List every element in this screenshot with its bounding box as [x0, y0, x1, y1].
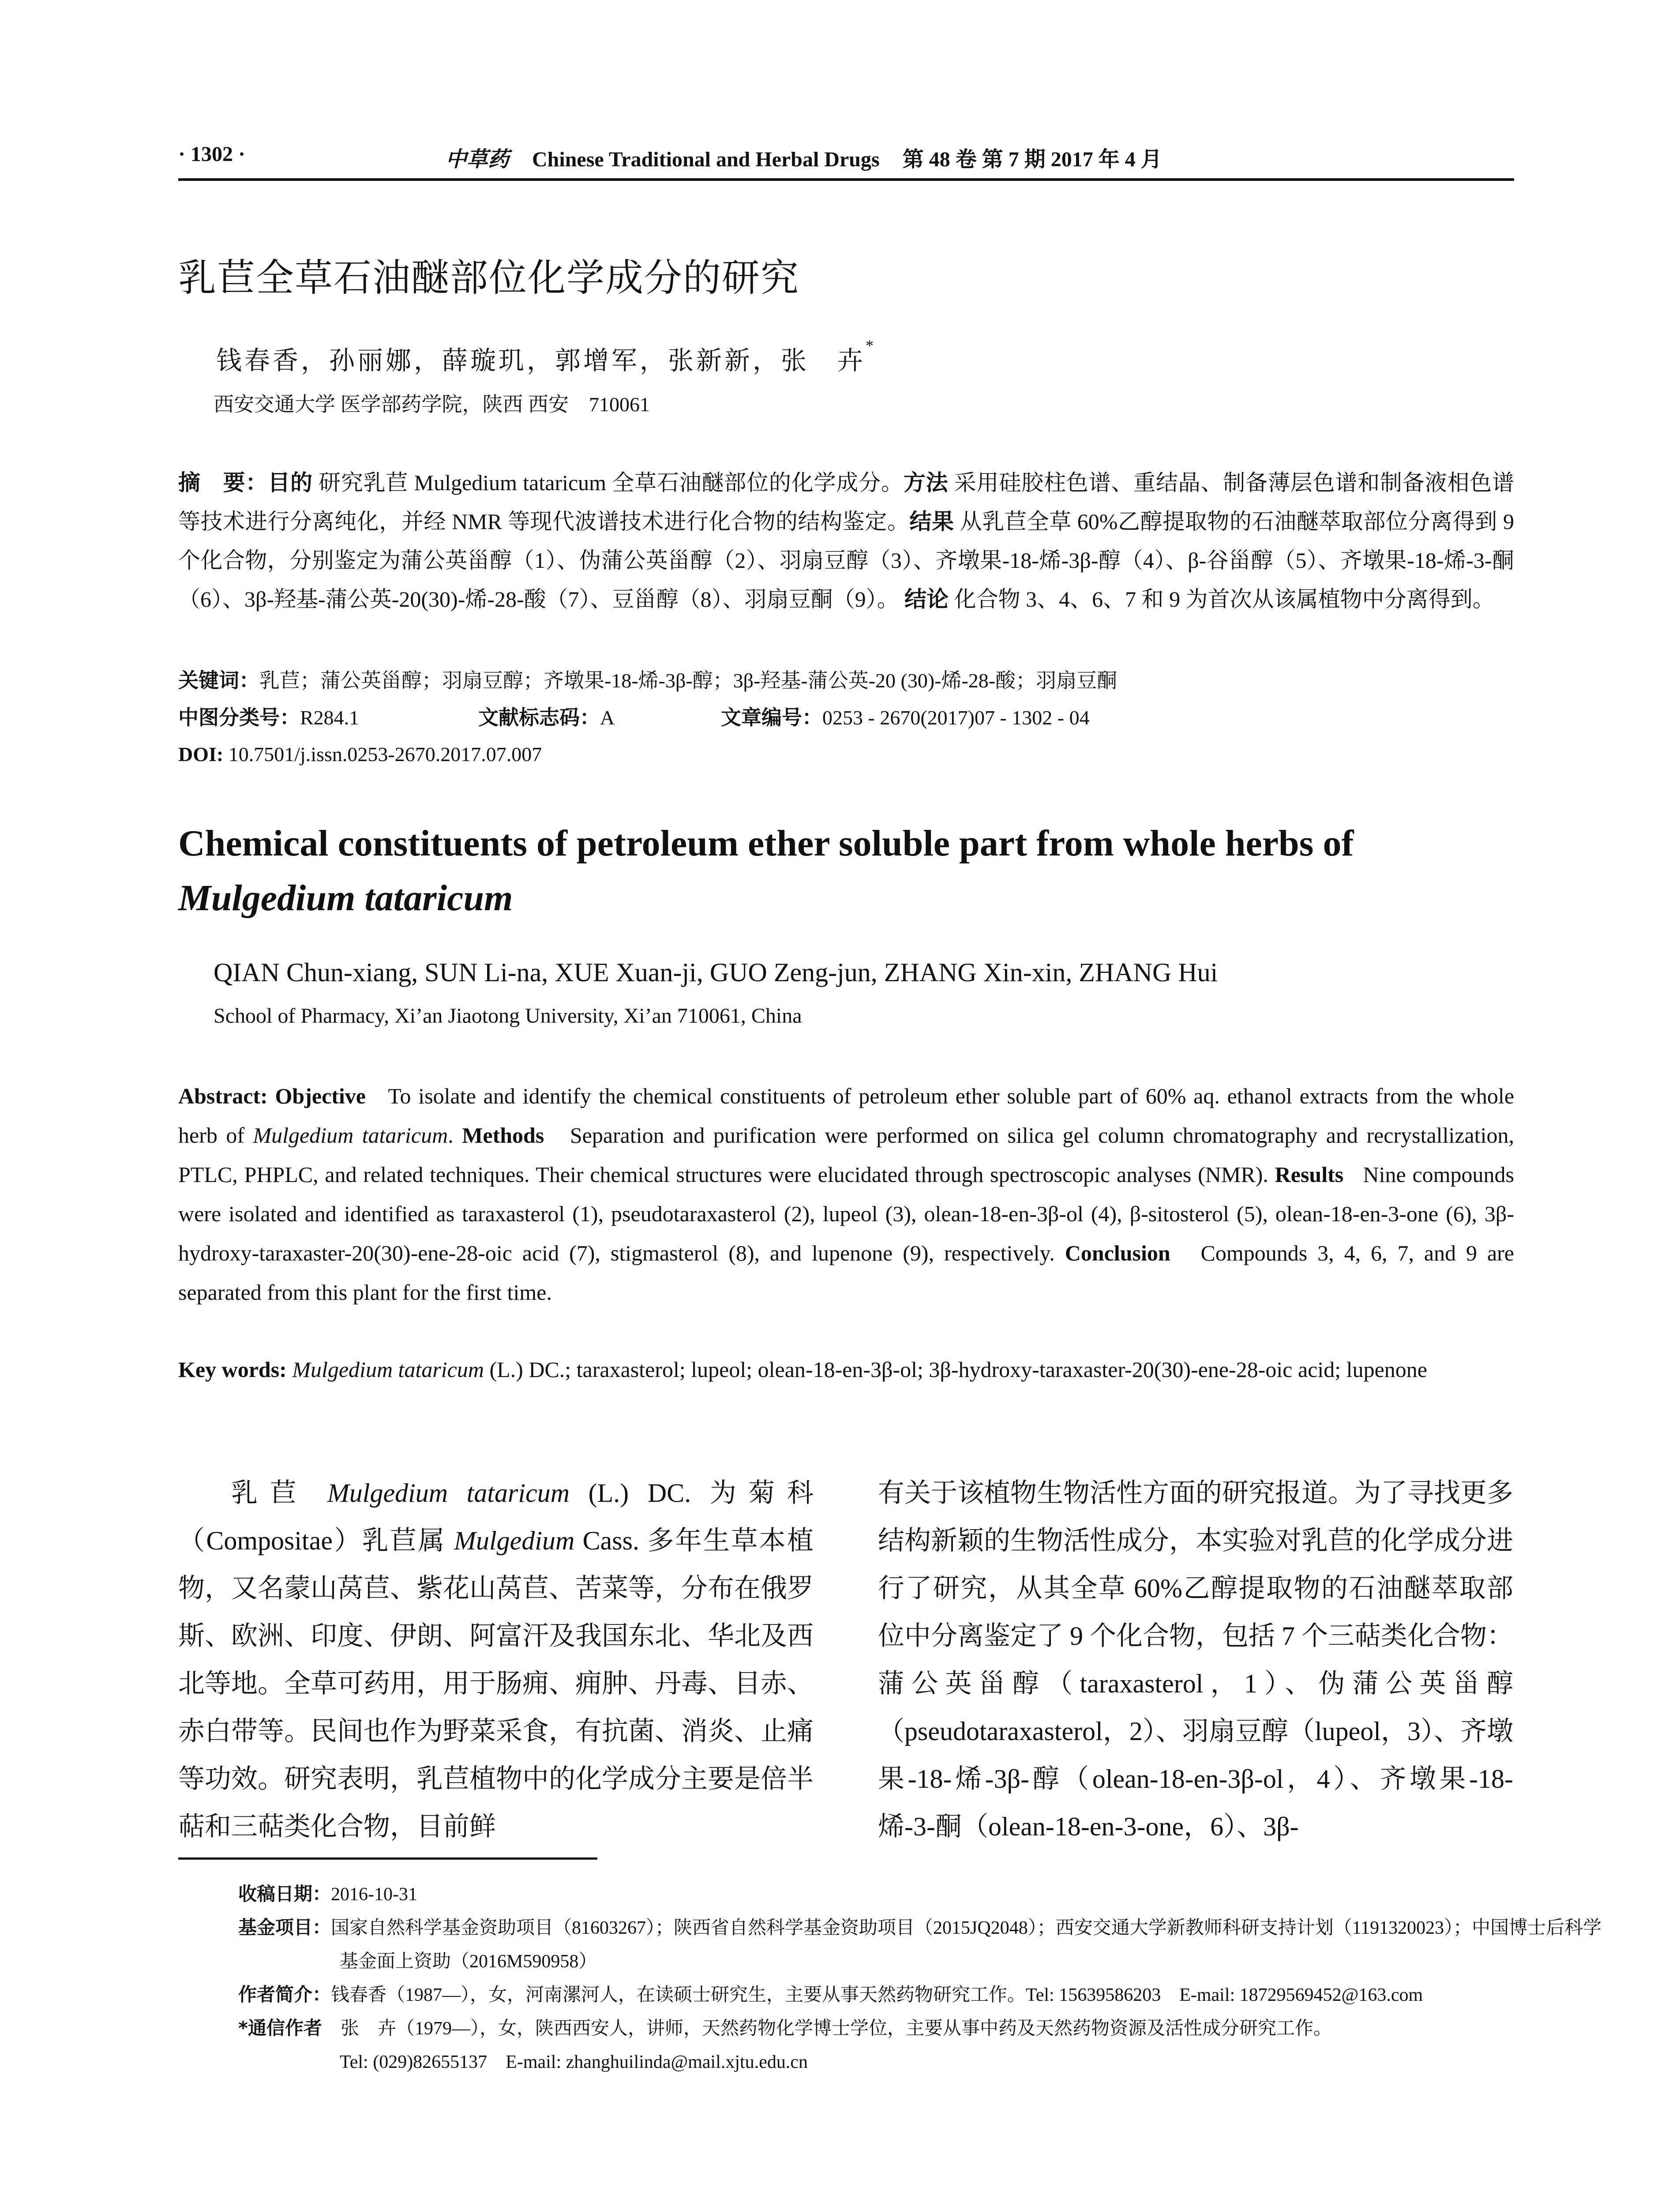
- en-title-text: Chemical constituents of petroleum ether soluble part from whole herbs of: [178, 823, 1354, 864]
- received-label: 收稿日期：: [238, 1883, 331, 1905]
- cn-objective: 研究乳苣 Mulgedium tataricum 全草石油醚部位的化学成分。: [319, 470, 904, 495]
- en-abstract-label: Abstract:: [178, 1084, 268, 1108]
- en-title-species: Mulgedium tataricum: [178, 878, 513, 919]
- article-no-value: 0253 - 2670(2017)07 - 1302 - 04: [822, 706, 1090, 729]
- doi-label: DOI:: [178, 743, 224, 765]
- doi: [178, 736, 1514, 773]
- journal-issue: 第 48 卷 第 7 期 2017 年 4 月: [902, 148, 1162, 171]
- en-methods: Separation and purification were performed on silica gel column chromatography and recrystallization, PTLC, PHPLC, and related techniques. Their chemical structures were elucidated through spectroscopic analyses (NMR).: [178, 1123, 1515, 1187]
- en-keywords-label: Key words:: [178, 1357, 287, 1382]
- doc-code-label: 文献标志码：: [478, 705, 600, 729]
- en-objective: To isolate and identify the chemical constituents of petroleum ether soluble part of 60% aq. ethanol extracts from the whole herb of: [178, 1084, 1515, 1148]
- cn-conclusion-label: 结论: [904, 586, 949, 612]
- cn-conclusion: 化合物 3、4、6、7 和 9 为首次从该属植物中分离得到。: [954, 587, 1495, 612]
- body-left-2: (L.) DC. 为菊科（Compositae）乳苣属: [178, 1478, 814, 1555]
- body-left-1: 乳苣: [231, 1478, 309, 1508]
- en-abstract: Abstract: Objective To isolate and identify the chemical constituents of petroleum ether soluble part of 60% aq. ethanol extracts from the whole herb of Mulgedium tataricum. Methods Separation and purification were performed on silica gel column chromatography and recrystallization, PTLC, PHPLC, and related techniques. Their chemical structures were elucidated through spectroscopic analyses (NMR). Results Nine compounds were isolated and identified as taraxasterol (1), pseudotaraxasterol (2), lupeol (3), olean-18-en-3β-ol (4), β-sitosterol (5), olean-18-en-3-one (6), 3β-hydroxy-taraxaster-20(30)-ene-28-oic acid (7), stigmasterol (8), and lupenone (9), respectively. Conclusion Compounds 3, 4, 6, 7, and 9 are separated from this plant for the first time.: [178, 1084, 1515, 1305]
- cn-keywords: [178, 662, 1514, 699]
- header-rule: [178, 178, 1514, 181]
- footnote-author: [238, 1978, 1514, 2012]
- en-objective-label: Objective: [275, 1084, 366, 1108]
- cn-classification: [178, 699, 1514, 736]
- en-conclusion: Compounds 3, 4, 6, 7, and 9 are separated from this plant for the first time.: [178, 1241, 1514, 1305]
- en-title: [178, 816, 1514, 926]
- author-bio: 钱春香（1987—），女，河南漯河人，在读硕士研究生，主要从事天然药物研究工作。Tel: 15639586203 E-mail: 18729569452@163.com: [331, 1985, 1423, 2005]
- en-conclusion-label: Conclusion: [1065, 1241, 1170, 1265]
- en-objective-species: Mulgedium tataricum: [253, 1123, 448, 1148]
- author-bio-label: 作者简介：: [238, 1984, 331, 2005]
- cn-affiliation: 西安交通大学 医学部药学院，陕西 西安 710061: [214, 393, 650, 416]
- body-left-3: Cass. 多年生草本植物，又名蒙山莴苣、紫花山莴苣、苦菜等，分布在俄罗斯、欧洲、印度、伊朗、阿富汗及我国东北、华北及西北等地。全草可药用，用于肠痈、痈肿、丹毒、目赤、赤白带等。民间也作为野菜采食，有抗菌、消炎、止痛等功效。研究表明，乳苣植物中的化学成分主要是倍半萜和三萜类化合物，目前鲜: [178, 1526, 814, 1841]
- journal-name-cn: 中草药: [446, 147, 510, 172]
- cn-title: 乳苣全草石油醚部位化学成分的研究: [178, 256, 799, 300]
- cn-keywords-text: 乳苣；蒲公英甾醇；羽扇豆醇；齐墩果-18-烯-3β-醇；3β-羟基-蒲公英-20 (30)-烯-28-酸；羽扇豆酮: [259, 669, 1118, 692]
- cn-results-label: 结果: [909, 509, 954, 534]
- en-methods-label: Methods: [462, 1123, 544, 1148]
- cn-keywords-label: 关键词：: [178, 668, 259, 692]
- corresponding-contact: Tel: (029)82655137 E-mail: zhanghuilinda@mail.xjtu.edu.cn: [340, 2052, 808, 2072]
- footnote-corresponding: [238, 2011, 1616, 2079]
- body-column-right: 有关于该植物生物活性方面的研究报道。为了寻找更多结构新颖的生物活性成分，本实验对乳苣的化学成分进行了研究，从其全草 60%乙醇提取物的石油醚萃取部位中分离鉴定了 9 个化合物，包括 7 个三萜类化合物：蒲公英甾醇（taraxasterol，1）、伪蒲公英甾醇（pseudotaraxasterol，2）、羽扇豆醇（lupeol，3）、齐墩果-18-烯-3β-醇（olean-18-en-3β-ol，4）、齐墩果-18-烯-3-酮（olean-18-en-3-one，6）、3β-: [878, 1478, 1513, 1841]
- clc-label: 中图分类号：: [178, 705, 300, 729]
- body-left-species: Mulgedium tataricum: [327, 1478, 570, 1508]
- en-keywords-text: (L.) DC.; taraxasterol; lupeol; olean-18-en-3β-ol; 3β-hydroxy-taraxaster-20(30)-ene-28-oic acid; lupenone: [489, 1357, 1427, 1382]
- cn-objective-label: 目的: [268, 470, 313, 495]
- journal-name-en: Chinese Traditional and Herbal Drugs: [532, 148, 880, 171]
- cn-methods: 采用硅胶柱色谱、重结晶、制备薄层色谱和制备液相色谱等技术进行分离纯化，并经 NMR 等现代波谱技术进行化合物的结构鉴定。: [178, 470, 1515, 534]
- clc-value: R284.1: [300, 706, 360, 729]
- en-authors: QIAN Chun-xiang, SUN Li-na, XUE Xuan-ji, GUO Zeng-jun, ZHANG Xin-xin, ZHANG Hui: [214, 958, 1218, 987]
- cn-abstract: [178, 463, 1514, 619]
- received-date: 2016-10-31: [331, 1884, 417, 1905]
- body-column-left: [178, 1469, 814, 1850]
- cn-author-list: 钱春香，孙丽娜，薛璇玑，郭增军，张新新，张 卉: [216, 346, 866, 375]
- en-affiliation: School of Pharmacy, Xi’an Jiaotong University, Xi’an 710061, China: [214, 1004, 802, 1028]
- en-keywords-species: Mulgedium tataricum: [292, 1357, 484, 1382]
- corresponding-label: *通信作者: [238, 2017, 341, 2039]
- cn-abstract-label: 摘 要：: [178, 470, 268, 495]
- en-results: Nine compounds were isolated and identified as taraxasterol (1), pseudotaraxasterol (2), lupeol (3), olean-18-en-3β-ol (4), β-sitosterol (5), olean-18-en-3-one (6), 3β-hydroxy-taraxaster-20(30)-ene-28-oic acid (7), stigmasterol (8), and lupenone (9), respectively.: [178, 1162, 1515, 1265]
- cn-results: 从乳苣全草 60%乙醇提取物的石油醚萃取部位分离得到 9 个化合物，分别鉴定为蒲公英甾醇（1）、伪蒲公英甾醇（2）、羽扇豆醇（3）、齐墩果-18-烯-3β-醇（4）、β-谷甾醇（5）、齐墩果-18-烯-3-酮（6）、3β-羟基-蒲公英-20(30)-烯-28-酸（7）、豆甾醇（8）、羽扇豆酮（9）。: [178, 509, 1515, 612]
- cn-authors: [216, 337, 877, 377]
- en-results-label: Results: [1275, 1162, 1344, 1187]
- fund-label: 基金项目：: [238, 1917, 331, 1938]
- article-no-label: 文章编号：: [721, 705, 822, 729]
- corresponding-bio: 张 卉（1979—），女，陕西西安人，讲师，天然药物化学博士学位，主要从事中药及天然药物资源及活性成分研究工作。: [340, 2018, 1332, 2039]
- cn-methods-label: 方法: [903, 470, 949, 495]
- page-number: · 1302 ·: [178, 143, 246, 166]
- footnote-fund: [238, 1911, 1616, 1978]
- fund-text: 国家自然科学基金资助项目（81603267）；陕西省自然科学基金资助项目（2015JQ2048）；西安交通大学新教师科研支持计划（1191320023）；中国博士后科学基金面上资助（2016M590958）: [331, 1918, 1602, 1972]
- body-left-genus: Mulgedium: [454, 1526, 575, 1555]
- footnote-received: [238, 1877, 1514, 1911]
- journal-header: [446, 142, 1162, 173]
- corresponding-mark: *: [866, 337, 877, 354]
- doc-code-value: A: [600, 706, 615, 729]
- doi-value: 10.7501/j.issn.0253-2670.2017.07.007: [228, 743, 542, 765]
- en-keywords: [178, 1350, 1514, 1389]
- footnote-rule: [178, 1857, 597, 1860]
